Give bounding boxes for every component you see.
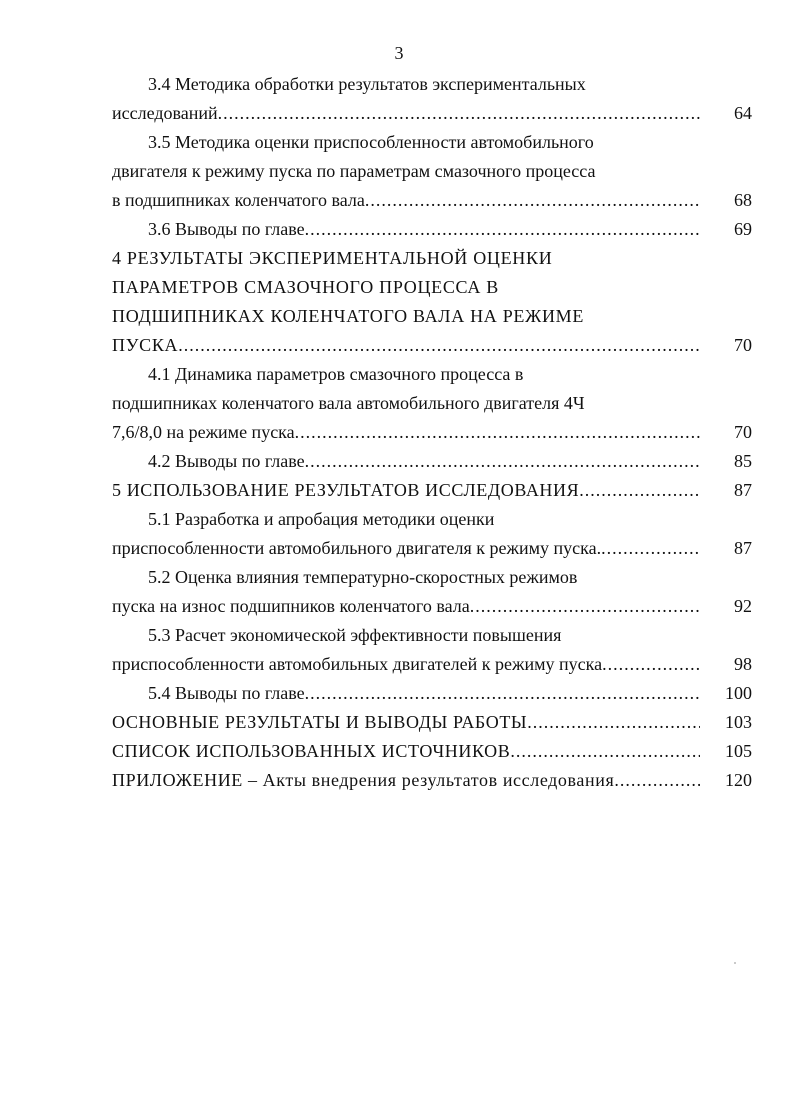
toc-entry-5-3 bbox=[112, 621, 752, 679]
toc-page-number: 70 bbox=[734, 422, 752, 442]
dot-leader bbox=[218, 99, 700, 128]
dot-leader bbox=[365, 186, 700, 215]
toc-page-number: 120 bbox=[725, 770, 752, 790]
dot-leader bbox=[614, 766, 700, 795]
toc-entry-text-line: подшипниках коленчатого вала автомобильного двигателя 4Ч bbox=[112, 393, 585, 413]
toc-entry-text-line: ПОДШИПНИКАХ КОЛЕНЧАТОГО ВАЛА НА РЕЖИМЕ bbox=[112, 306, 585, 326]
dot-leader bbox=[295, 418, 700, 447]
toc-entry-text-line: 3.5 Методика оценки приспособленности автомобильного bbox=[148, 132, 594, 152]
dot-leader bbox=[601, 534, 700, 563]
toc-page-number: 105 bbox=[725, 741, 752, 761]
scan-speck bbox=[734, 962, 736, 964]
toc-entry-text-line: 5.4 Выводы по главе bbox=[148, 683, 305, 703]
toc-entry-chapter-5 bbox=[112, 476, 752, 505]
toc-entry-5-2 bbox=[112, 563, 752, 621]
page-number: 3 bbox=[394, 43, 404, 63]
toc-page-number: 68 bbox=[734, 190, 752, 210]
toc-entry-text-line: 7,6/8,0 на режиме пуска bbox=[112, 422, 295, 442]
toc-entry-3-4 bbox=[112, 70, 752, 128]
toc-entry-text-line: 4 РЕЗУЛЬТАТЫ ЭКСПЕРИМЕНТАЛЬНОЙ ОЦЕНКИ bbox=[112, 248, 553, 268]
toc-entry-text-line: ПУСКА bbox=[112, 335, 179, 355]
toc-page-number: 92 bbox=[734, 596, 752, 616]
toc-entry-text-line: 3.6 Выводы по главе bbox=[148, 219, 305, 239]
toc-page-number: 103 bbox=[725, 712, 752, 732]
toc-entry-3-6 bbox=[112, 215, 752, 244]
toc-entry-appendix bbox=[112, 766, 752, 795]
dot-leader bbox=[579, 476, 700, 505]
toc-entry-4-1 bbox=[112, 360, 752, 447]
toc-entry-text-line: 5.2 Оценка влияния температурно-скоростных режимов bbox=[148, 567, 578, 587]
toc-entry-text-line: двигателя к режиму пуска по параметрам смазочного процесса bbox=[112, 161, 596, 181]
toc-entry-main-results bbox=[112, 708, 752, 737]
dot-leader bbox=[527, 708, 700, 737]
toc-entry-text-line: 3.4 Методика обработки результатов экспериментальных bbox=[148, 74, 586, 94]
dot-leader bbox=[602, 650, 700, 679]
toc-entry-text-line: 5.3 Расчет экономической эффективности повышения bbox=[148, 625, 562, 645]
toc-page-number: 100 bbox=[725, 683, 752, 703]
toc-page-number: 87 bbox=[734, 480, 752, 500]
toc-page-number: 85 bbox=[734, 451, 752, 471]
toc-entry-text-line: 5.1 Разработка и апробация методики оценки bbox=[148, 509, 495, 529]
toc-entry-3-5 bbox=[112, 128, 752, 215]
dot-leader bbox=[470, 592, 700, 621]
toc-entry-text-line: 5 ИСПОЛЬЗОВАНИЕ РЕЗУЛЬТАТОВ ИССЛЕДОВАНИЯ bbox=[112, 480, 580, 500]
toc-entry-5-1 bbox=[112, 505, 752, 563]
toc-page-number: 70 bbox=[734, 335, 752, 355]
toc-entry-text-line: исследований bbox=[112, 103, 218, 123]
dot-leader bbox=[305, 215, 700, 244]
dot-leader bbox=[178, 331, 700, 360]
dot-leader bbox=[510, 737, 700, 766]
toc-entry-text-line: 4.2 Выводы по главе bbox=[148, 451, 305, 471]
toc-entry-text-line: в подшипниках коленчатого вала bbox=[112, 190, 365, 210]
toc-entry-references bbox=[112, 737, 752, 766]
toc-entry-text-line: 4.1 Динамика параметров смазочного процесса в bbox=[148, 364, 524, 384]
toc-entry-text-line: ОСНОВНЫЕ РЕЗУЛЬТАТЫ И ВЫВОДЫ РАБОТЫ bbox=[112, 712, 528, 732]
toc-entry-chapter-4 bbox=[112, 244, 752, 360]
toc-entry-text-line: СПИСОК ИСПОЛЬЗОВАННЫХ ИСТОЧНИКОВ bbox=[112, 741, 511, 761]
toc-page-number: 87 bbox=[734, 538, 752, 558]
toc-entry-text-line: ПРИЛОЖЕНИЕ – Акты внедрения результатов исследования bbox=[112, 770, 615, 790]
toc-entry-4-2 bbox=[112, 447, 752, 476]
toc-entry-5-4 bbox=[112, 679, 752, 708]
dot-leader bbox=[305, 679, 700, 708]
toc-entry-text-line: приспособленности автомобильного двигателя к режиму пуска. bbox=[112, 538, 602, 558]
toc-page-number: 69 bbox=[734, 219, 752, 239]
table-of-contents bbox=[112, 70, 752, 795]
toc-entry-text-line: ПАРАМЕТРОВ СМАЗОЧНОГО ПРОЦЕССА В bbox=[112, 277, 499, 297]
toc-page-number: 64 bbox=[734, 103, 752, 123]
toc-entry-text-line: приспособленности автомобильных двигателей к режиму пуска bbox=[112, 654, 603, 674]
toc-entry-text-line: пуска на износ подшипников коленчатого вала bbox=[112, 596, 470, 616]
toc-page-number: 98 bbox=[734, 654, 752, 674]
dot-leader bbox=[305, 447, 700, 476]
